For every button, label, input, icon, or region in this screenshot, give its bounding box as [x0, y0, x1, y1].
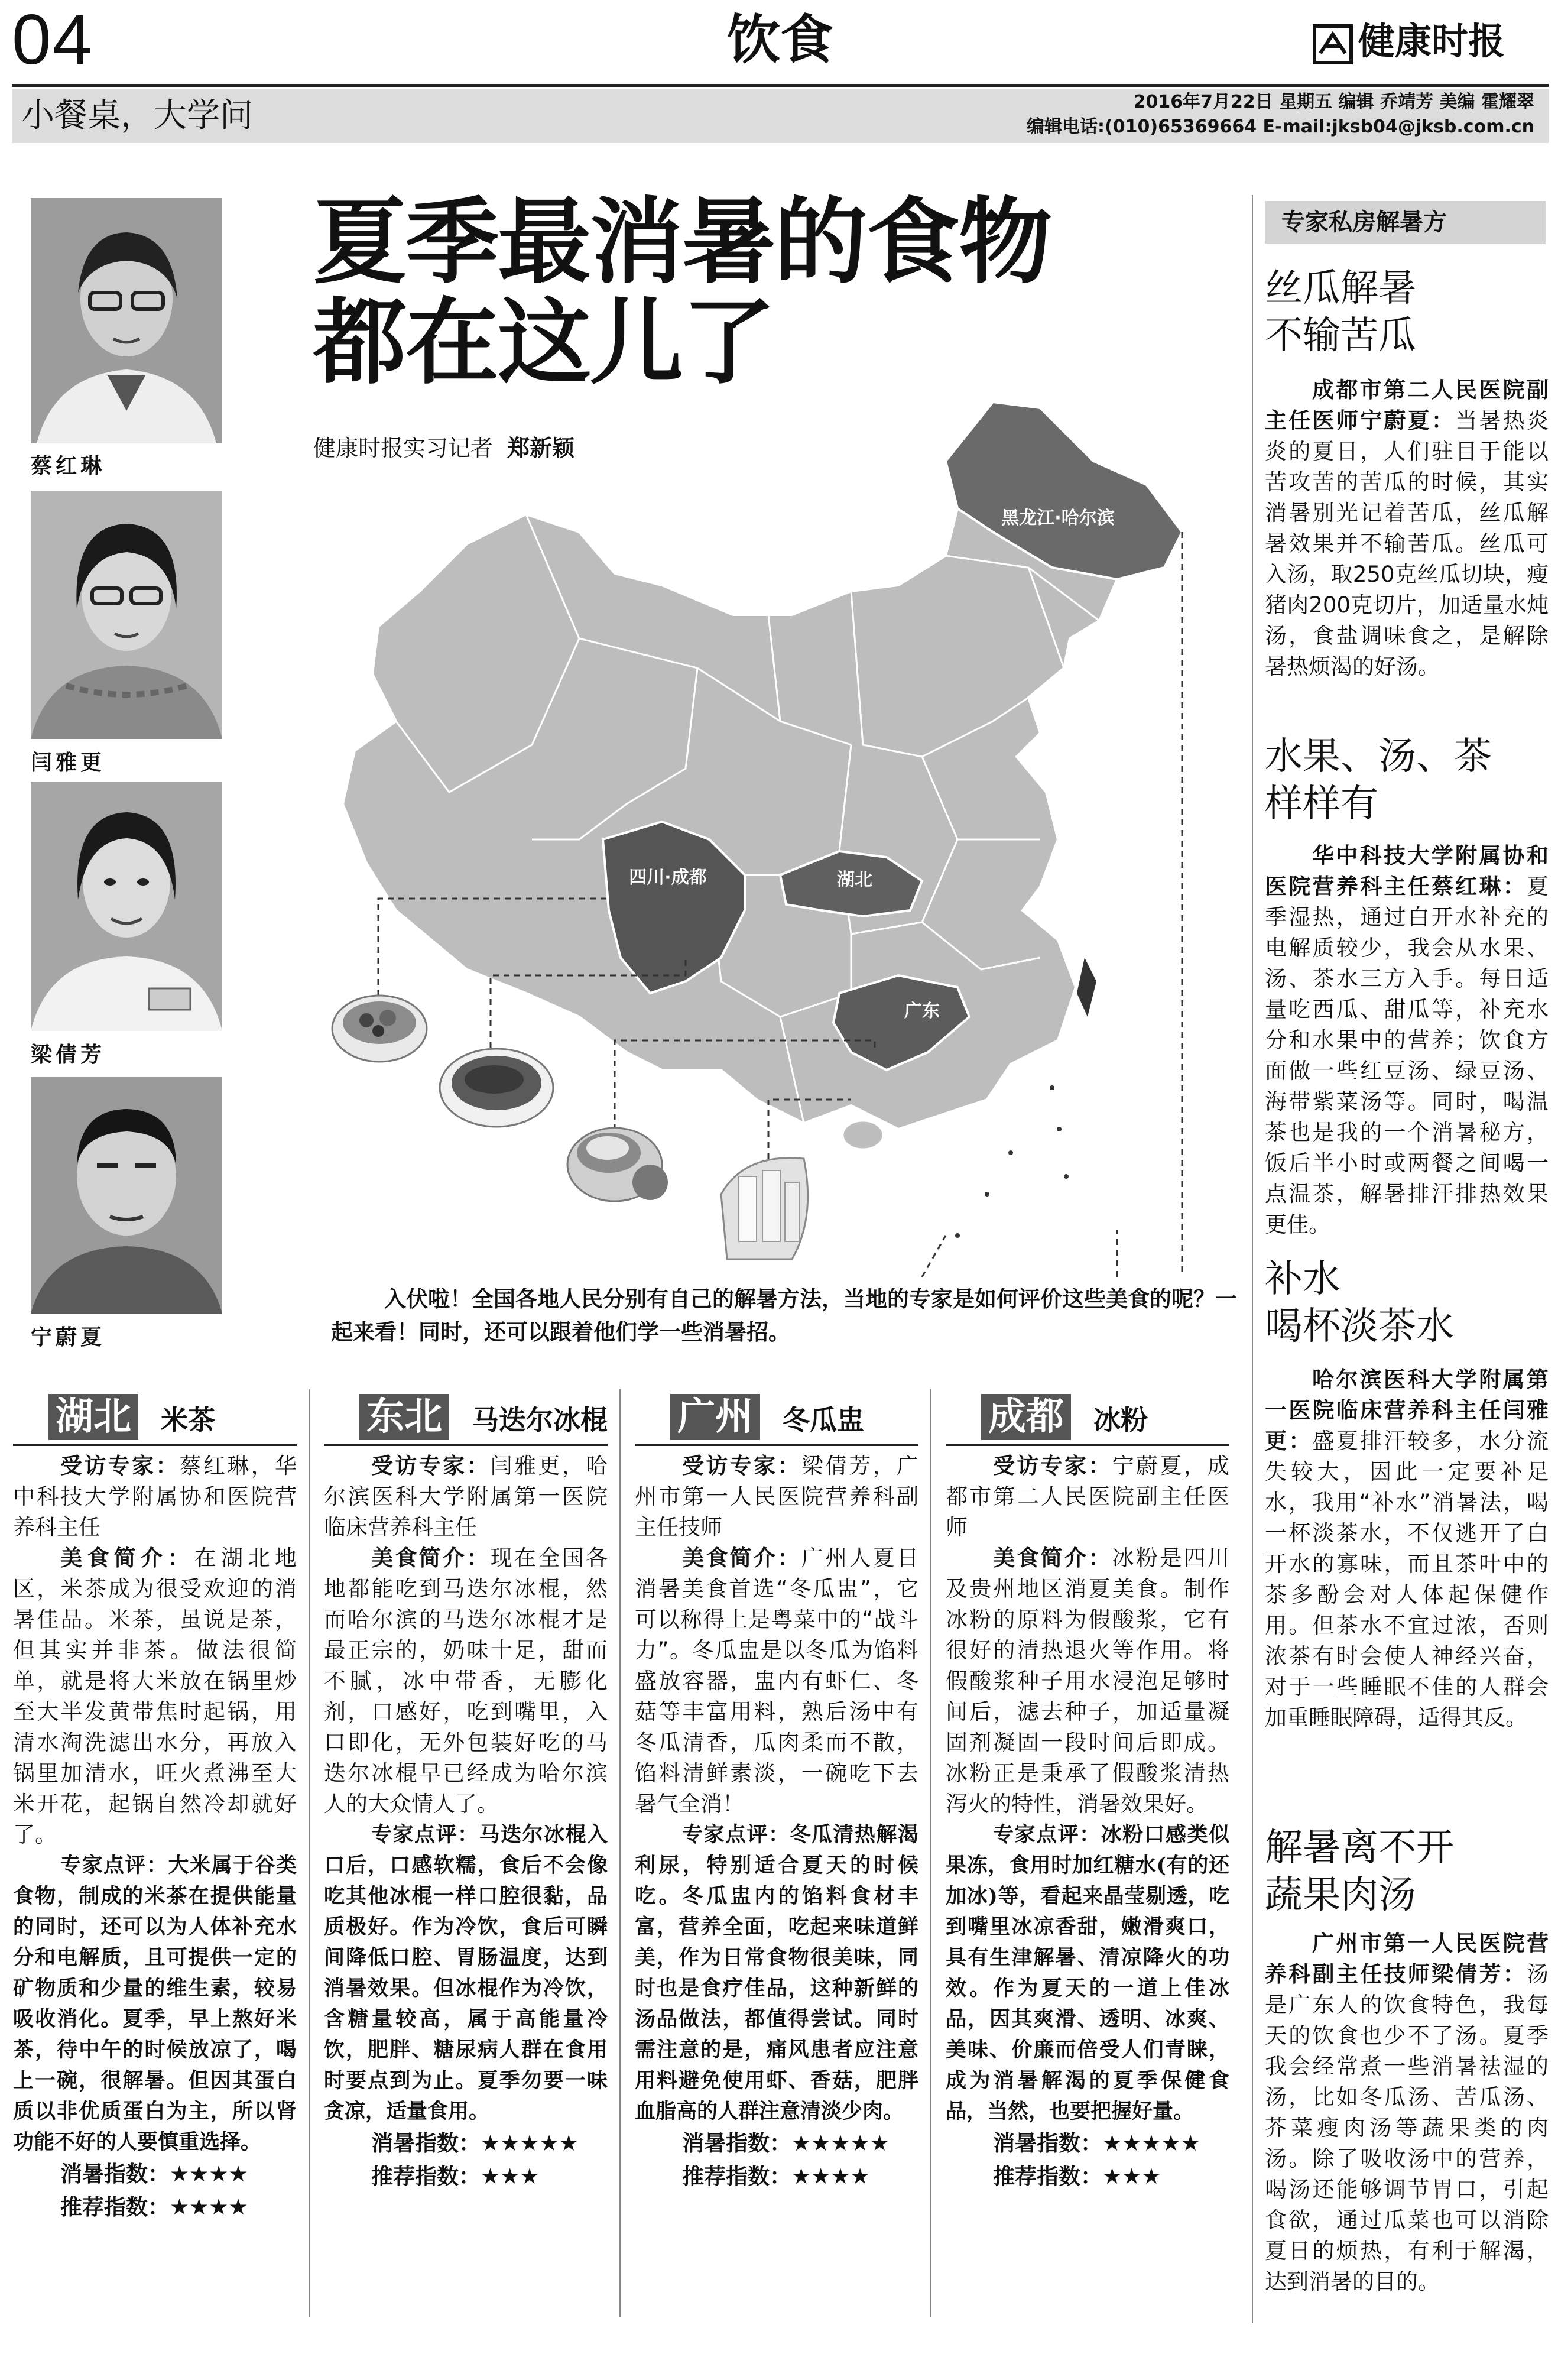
- column-region: 广州: [670, 1394, 760, 1440]
- column-expert: [946, 1451, 1229, 1543]
- article-headline-line2: 都在这儿了: [313, 288, 774, 397]
- star-rating-icon: ★★★★: [170, 2194, 248, 2220]
- sidebar-lead: 广州市第一人民医院营养科副主任技师梁倩芳：: [1265, 1931, 1549, 1987]
- expert-name: 宁蔚夏: [31, 1325, 106, 1350]
- sidebar-lead: 华中科技大学附属协和医院营养科主任蔡红琳：: [1265, 843, 1549, 899]
- label: 推荐指数：: [682, 2164, 791, 2189]
- label: 美食简介：: [60, 1545, 194, 1571]
- star-rating-icon: ★★★★★: [791, 2131, 890, 2156]
- column-comment: [13, 1850, 297, 2158]
- label: 受访专家：: [993, 1453, 1112, 1478]
- label: 专家点评：: [371, 1823, 479, 1847]
- rice-tea-bowl-icon: [332, 996, 427, 1062]
- food-column-guangzhou: [635, 1389, 918, 2193]
- column-divider: [619, 1389, 621, 2317]
- column-intro: [946, 1543, 1229, 1820]
- column-head: [946, 1389, 1229, 1446]
- column-dish: 马迭尔冰棍: [472, 1404, 608, 1436]
- expert-name: 闫雅更: [31, 751, 106, 775]
- sidebar-title-line: 丝瓜解暑: [1265, 267, 1416, 310]
- column-region: 东北: [359, 1394, 449, 1440]
- page-number: 04: [12, 0, 93, 79]
- star-rating-icon: ★★★★★: [1102, 2131, 1200, 2156]
- label: 专家点评：: [682, 1823, 790, 1847]
- label: 受访专家：: [682, 1453, 801, 1478]
- map-label-heilongjiang: 黑龙江·哈尔滨: [1001, 508, 1115, 528]
- sidebar-section-title: [1265, 1256, 1549, 1350]
- portrait-cai-honglin: [31, 198, 222, 443]
- intro-text: 冰粉是四川及贵州地区消夏美食。制作冰粉的原料为假酸浆，它有很好的清热退火等作用。将假酸浆种子用水浸泡足够时间后，滤去种子，加适量凝固剂凝固一段时间后即成。冰粉正是秉承了假酸浆清热泻火的特性，消暑效果好。: [946, 1545, 1230, 1817]
- intro-text: 广州人夏日消暑美食首选“冬瓜盅”，它可以称得上是粤菜中的“战斗力”。冬瓜盅是以冬瓜为馅料盛放容器，盅内有虾仁、冬菇等丰富用料，熟后汤中有冬瓜清香，瓜肉柔而不散，馅料清鲜素淡，一碗吃下去暑气全消！: [635, 1545, 919, 1817]
- byline-label: 健康时报实习记者: [313, 435, 494, 461]
- label: 美食简介：: [371, 1545, 491, 1571]
- label: 美食简介：: [682, 1545, 801, 1571]
- column-head: [13, 1389, 297, 1446]
- label: 消暑指数：: [371, 2131, 481, 2156]
- label: 推荐指数：: [60, 2194, 170, 2220]
- sidebar-divider: [1252, 195, 1253, 2323]
- column-region: 湖北: [48, 1394, 138, 1440]
- sidebar-title-line: 蔬果肉汤: [1265, 1873, 1416, 1917]
- column-intro: [635, 1543, 918, 1820]
- star-rating-icon: ★★★★: [170, 2161, 248, 2187]
- sidebar-text: 当暑热炎炎的夏日，人们驻目于能以苦攻苦的苦瓜的时候，其实消暑别光记着苦瓜，丝瓜解暑效果并不输苦瓜。丝瓜可入汤，取250克丝瓜切块，瘦猪肉200克切片，加适量水炖汤，食盐调味食之，是解除暑热烦渴的好汤。: [1265, 408, 1549, 679]
- ice-popsicle-icon: [721, 1158, 808, 1259]
- column-divider: [309, 1389, 310, 2317]
- sidebar-section-title: [1265, 265, 1549, 359]
- map-label-hubei: 湖北: [837, 870, 872, 890]
- food-column-dongbei: [324, 1389, 608, 2193]
- sidebar-title-line: 补水: [1265, 1257, 1340, 1301]
- comment-text: 冰粉口感类似果冻，食用时加红糖水(有的还加冰)等，看起来晶莹剔透，吃到嘴里冰凉香甜，嫩滑爽口，具有生津解暑、清凉降火的功效。作为夏天的一道上佳冰品，因其爽滑、透明、冰爽、美味、价廉而倍受人们青睐，成为消暑解渴的夏季保健食品，当然，也要把握好量。: [946, 1823, 1229, 2123]
- expert-text: 闫雅更，哈尔滨医科大学附属第一医院临床营养科主任: [324, 1453, 608, 1540]
- column-dish: 米茶: [161, 1404, 215, 1436]
- sidebar-section-body: [1265, 375, 1549, 682]
- column-head: [635, 1389, 918, 1446]
- sidebar-lead: 哈尔滨医科大学附属第一医院临床营养科主任闫雅更：: [1265, 1367, 1549, 1454]
- star-rating-icon: ★★★: [481, 2164, 540, 2189]
- label: 受访专家：: [60, 1453, 180, 1478]
- sidebar-lead: 成都市第二人民医院副主任医师宁蔚夏：: [1265, 377, 1549, 433]
- column-expert: [324, 1451, 608, 1543]
- sidebar-title-line: 不输苦瓜: [1265, 314, 1416, 358]
- column-expert: [635, 1451, 918, 1543]
- food-column-chengdu: [946, 1389, 1229, 2193]
- article-intro: 入伏啦！全国各地人民分别有自己的解暑方法，当地的专家是如何评价这些美食的呢？一起来看！同时，还可以跟着他们学一些消暑招。: [331, 1286, 1237, 1345]
- star-rating-icon: ★★★★★: [481, 2131, 579, 2156]
- recommend-index: [993, 2160, 1229, 2193]
- mung-bean-soup-icon: [440, 1049, 553, 1127]
- recommend-index: [682, 2160, 918, 2193]
- label: 消暑指数：: [682, 2131, 791, 2156]
- sidebar-section-title: [1265, 1824, 1549, 1919]
- label: 专家点评：: [60, 1853, 168, 1878]
- column-dish: 冰粉: [1093, 1404, 1148, 1436]
- column-dish: 冬瓜盅: [783, 1404, 864, 1436]
- column-expert: [13, 1451, 297, 1543]
- contact-meta: 编辑电话:(010)65369664 E-mail:jksb04@jksb.com.cn: [1027, 116, 1534, 137]
- winter-melon-cup-icon: [567, 1128, 668, 1201]
- logo-mark-icon: [1312, 24, 1353, 65]
- section-title: 饮食: [727, 9, 833, 71]
- star-rating-icon: ★★★: [1102, 2164, 1161, 2189]
- portrait-male-icon: [31, 1077, 222, 1314]
- comment-text: 冬瓜清热解渴利尿，特别适合夏天的时候吃。冬瓜盅内的馅料食材丰富，营养全面，吃起来味道鲜美，作为日常食物很美味，同时也是食疗佳品，这种新鲜的汤品做法，都值得尝试。同时需注意的是，痛风患者应注意用料避免使用虾、香菇，肥胖血脂高的人群注意清淡少肉。: [635, 1823, 918, 2123]
- expert-text: 梁倩芳，广州市第一人民医院营养科副主任技师: [635, 1453, 919, 1540]
- heat-index: [60, 2158, 297, 2191]
- map-taiwan: [1077, 958, 1096, 1017]
- column-head: [324, 1389, 608, 1446]
- food-column-hubei: [13, 1389, 297, 2224]
- sidebar-section-body: [1265, 1928, 1549, 2297]
- comment-text: 大米属于谷类食物，制成的米茶在提供能量的同时，还可以为人体补充水分和电解质，且可提供一定的矿物质和少量的维生素，较易吸收消化。夏季，早上熬好米茶，待中午的时候放凉了，喝上一碗，很解暑。但因其蛋白质以非优质蛋白为主，所以肾功能不好的人要慎重选择。: [13, 1853, 297, 2154]
- map-label-guangdong: 广东: [904, 1001, 940, 1022]
- label: 推荐指数：: [993, 2164, 1102, 2189]
- recommend-index: [60, 2191, 297, 2224]
- article-headline-line1: 夏季最消暑的食物: [313, 187, 1051, 297]
- sidebar-title-line: 样样有: [1265, 782, 1378, 826]
- portrait-female-glasses-icon: [31, 198, 222, 443]
- map-label-sichuan: 四川·成都: [629, 867, 707, 888]
- newspaper-logo: [1312, 18, 1505, 65]
- map-south-sea-islands: [955, 1085, 1069, 1238]
- column-subtitle: 小餐桌，大学问: [21, 96, 253, 135]
- label: 美食简介：: [993, 1545, 1112, 1571]
- intro-text: 现在全国各地都能吃到马迭尔冰棍，然而哈尔滨的马迭尔冰棍才是最正宗的，奶味十足，甜而不腻，冰中带香，无膨化剂，口感好，吃到嘴里，入口即化，无外包装好吃的马迭尔冰棍早已经成为哈尔滨人的大众情人了。: [324, 1545, 608, 1817]
- portrait-yan-yageng: [31, 491, 222, 739]
- portrait-female-icon: [31, 782, 222, 1031]
- sidebar-header-label: 专家私房解暑方: [1281, 209, 1447, 236]
- sidebar-section-title: [1265, 733, 1549, 828]
- label: 推荐指数：: [371, 2164, 481, 2189]
- label: 消暑指数：: [993, 2131, 1102, 2156]
- sidebar-text: 盛夏排汗较多，水分流失较大，因此一定要补足水，我用“补水”消暑法，喝一杯淡茶水，不仅逃开了白开水的寡味，而且茶叶中的茶多酚会对人体起保健作用。但茶水不宜过浓，否则浓茶有时会使人神经兴奋，对于一些睡眠不佳的人群会加重睡眠障碍，适得其反。: [1265, 1428, 1549, 1730]
- column-comment: [324, 1820, 608, 2127]
- portrait-liang-qianfang: [31, 782, 222, 1031]
- sidebar-title-line: 解暑离不开: [1265, 1826, 1454, 1870]
- heat-index: [993, 2127, 1229, 2160]
- byline-name: 郑新颖: [507, 435, 575, 461]
- label: 受访专家：: [371, 1453, 491, 1478]
- expert-name: 梁倩芳: [31, 1043, 106, 1067]
- sidebar-title-line: 水果、汤、茶: [1265, 735, 1492, 779]
- column-comment: [946, 1820, 1229, 2127]
- sidebar-text: 汤是广东人的饮食特色，我每天的饮食也少不了汤。夏季我会经常煮一些消暑祛湿的汤，比如冬瓜汤、苦瓜汤、芥菜瘦肉汤等蔬果类的肉汤。除了吸收汤中的营养，喝汤还能够调节胃口，引起食欲，通过瓜菜也可以消除夏日的烦热，有利于解渴，达到消暑的目的。: [1265, 1961, 1549, 2294]
- column-divider: [930, 1389, 931, 2317]
- heat-index: [371, 2127, 608, 2160]
- column-intro: [13, 1543, 297, 1850]
- sidebar-section-body: [1265, 1364, 1549, 1733]
- expert-text: 蔡红琳，华中科技大学附属协和医院营养科主任: [13, 1453, 297, 1540]
- heat-index: [682, 2127, 918, 2160]
- column-intro: [324, 1543, 608, 1820]
- map-hainan: [843, 1121, 883, 1149]
- sidebar-text: 夏季湿热，通过白开水补充的电解质较少，我会从水果、汤、茶水三方入手。每日适量吃西瓜、甜瓜等，补充水分和水果中的营养；饮食方面做一些红豆汤、绿豆汤、海带紫菜汤等。同时，喝温茶也是我的一个消暑秘方，饭后半小时或两餐之间喝一点温茶，解暑排汗排热效果更佳。: [1265, 874, 1549, 1237]
- expert-name: 蔡红琳: [31, 454, 106, 478]
- edition-meta: 2016年7月22日 星期五 编辑 乔靖芳 美编 霍耀翠: [1133, 92, 1534, 112]
- portrait-ning-weixia: [31, 1077, 222, 1314]
- recommend-index: [371, 2160, 608, 2193]
- expert-text: 宁蔚夏，成都市第二人民医院副主任医师: [946, 1453, 1230, 1540]
- china-map: [331, 390, 1241, 1289]
- sidebar-title-line: 喝杯淡茶水: [1265, 1305, 1454, 1348]
- sidebar-header: [1265, 201, 1546, 244]
- intro-text: 在湖北地区，米茶成为很受欢迎的消暑佳品。米茶，虽说是茶，但其实并非茶。做法很简单，就是将大米放在锅里炒至大半发黄带焦时起锅，用清水淘洗滤出水分，再放入锅里加清水，旺火煮沸至大米开花，起锅自然冷却就好了。: [13, 1545, 297, 1847]
- portrait-female-glasses-icon: [31, 491, 222, 739]
- sidebar-section-body: [1265, 841, 1549, 1240]
- star-rating-icon: ★★★★: [791, 2164, 870, 2189]
- column-region: 成都: [981, 1394, 1071, 1440]
- label: 专家点评：: [993, 1823, 1101, 1847]
- column-comment: [635, 1820, 918, 2127]
- label: 消暑指数：: [60, 2161, 170, 2187]
- comment-text: 马迭尔冰棍入口后，口感软糯，食后不会像吃其他冰棍一样口腔很黏，品质极好。作为冷饮，食后可瞬间降低口腔、胃肠温度，达到消暑效果。但冰棍作为冷饮，含糖量较高，属于高能量冷饮，肥胖、糖尿病人群在食用时要点到为止。夏季勿要一味贪凉，适量食用。: [324, 1823, 608, 2123]
- header-rule: [12, 84, 1549, 87]
- newspaper-name: 健康时报: [1358, 20, 1505, 63]
